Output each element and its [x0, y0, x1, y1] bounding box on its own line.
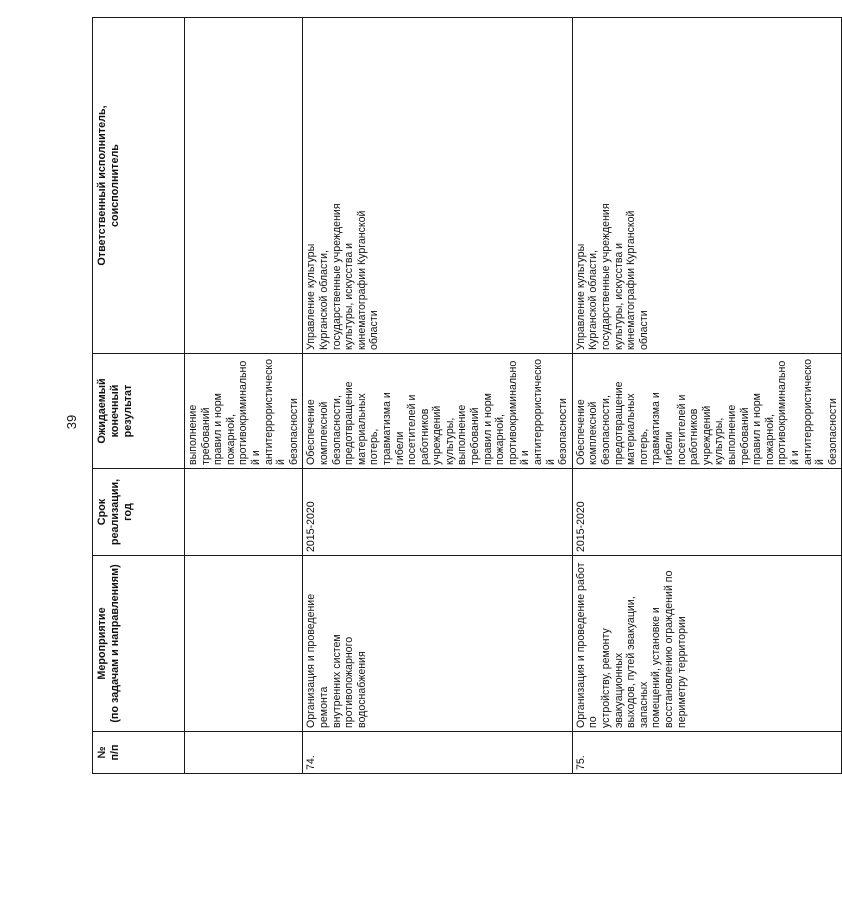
header-event: Мероприятие (по задачам и направлениям) [93, 556, 185, 732]
cell-executor: Управление культуры Курганской области, государственные учреждения культуры, искусства и кинематографии Курганской области [303, 18, 572, 354]
table-header-row [93, 18, 185, 774]
cell-number [185, 732, 303, 774]
cell-event: Организация и проведение работ по устройству, ремонту эвакуационных выходов, путей эвакуации, запасных помещений, установке и восстановлению ограждений по периметру территории [572, 556, 841, 732]
cell-result: выполнение требований правил и норм пожарной, противокриминальной и антитеррористической безопасности [185, 354, 303, 469]
measures-table [92, 17, 842, 774]
cell-result: Обеспечение комплексной безопасности, предотвращение материальных потерь, травматизма и гибели посетителей и работников учреждений культуры, выполнение требований правил и норм пожарной, противокриминальной и антитеррористической безопасности [303, 354, 572, 469]
cell-result: Обеспечение комплексной безопасности, предотвращение материальных потерь, травматизма и гибели посетителей и работников учреждений культуры, выполнение требований правил и норм пожарной, противокриминальной и антитеррористической безопасности [572, 354, 841, 469]
cell-number: 74. [303, 732, 572, 774]
cell-executor: Управление культуры Курганской области, государственные учреждения культуры, искусства и кинематографии Курганской области [572, 18, 841, 354]
header-result: Ожидаемый конечный результат [93, 354, 185, 469]
header-term: Срок реализации, год [93, 469, 185, 556]
cell-term: 2015-2020 [572, 469, 841, 556]
cell-event: Организация и проведение ремонта внутренних систем противопожарного водоснабжения [303, 556, 572, 732]
cell-number: 75. [572, 732, 841, 774]
header-executor: Ответственный исполнитель, соисполнитель [93, 18, 185, 354]
page-number: 39 [64, 414, 79, 430]
cell-term: 2015-2020 [303, 469, 572, 556]
cell-event [185, 556, 303, 732]
cell-term [185, 469, 303, 556]
rotated-table-container [92, 18, 839, 774]
table-row [303, 18, 572, 774]
header-number: № п/п [93, 732, 185, 774]
table-stage [92, 18, 839, 774]
cell-executor [185, 18, 303, 354]
table-row [185, 18, 303, 774]
table-row [572, 18, 841, 774]
